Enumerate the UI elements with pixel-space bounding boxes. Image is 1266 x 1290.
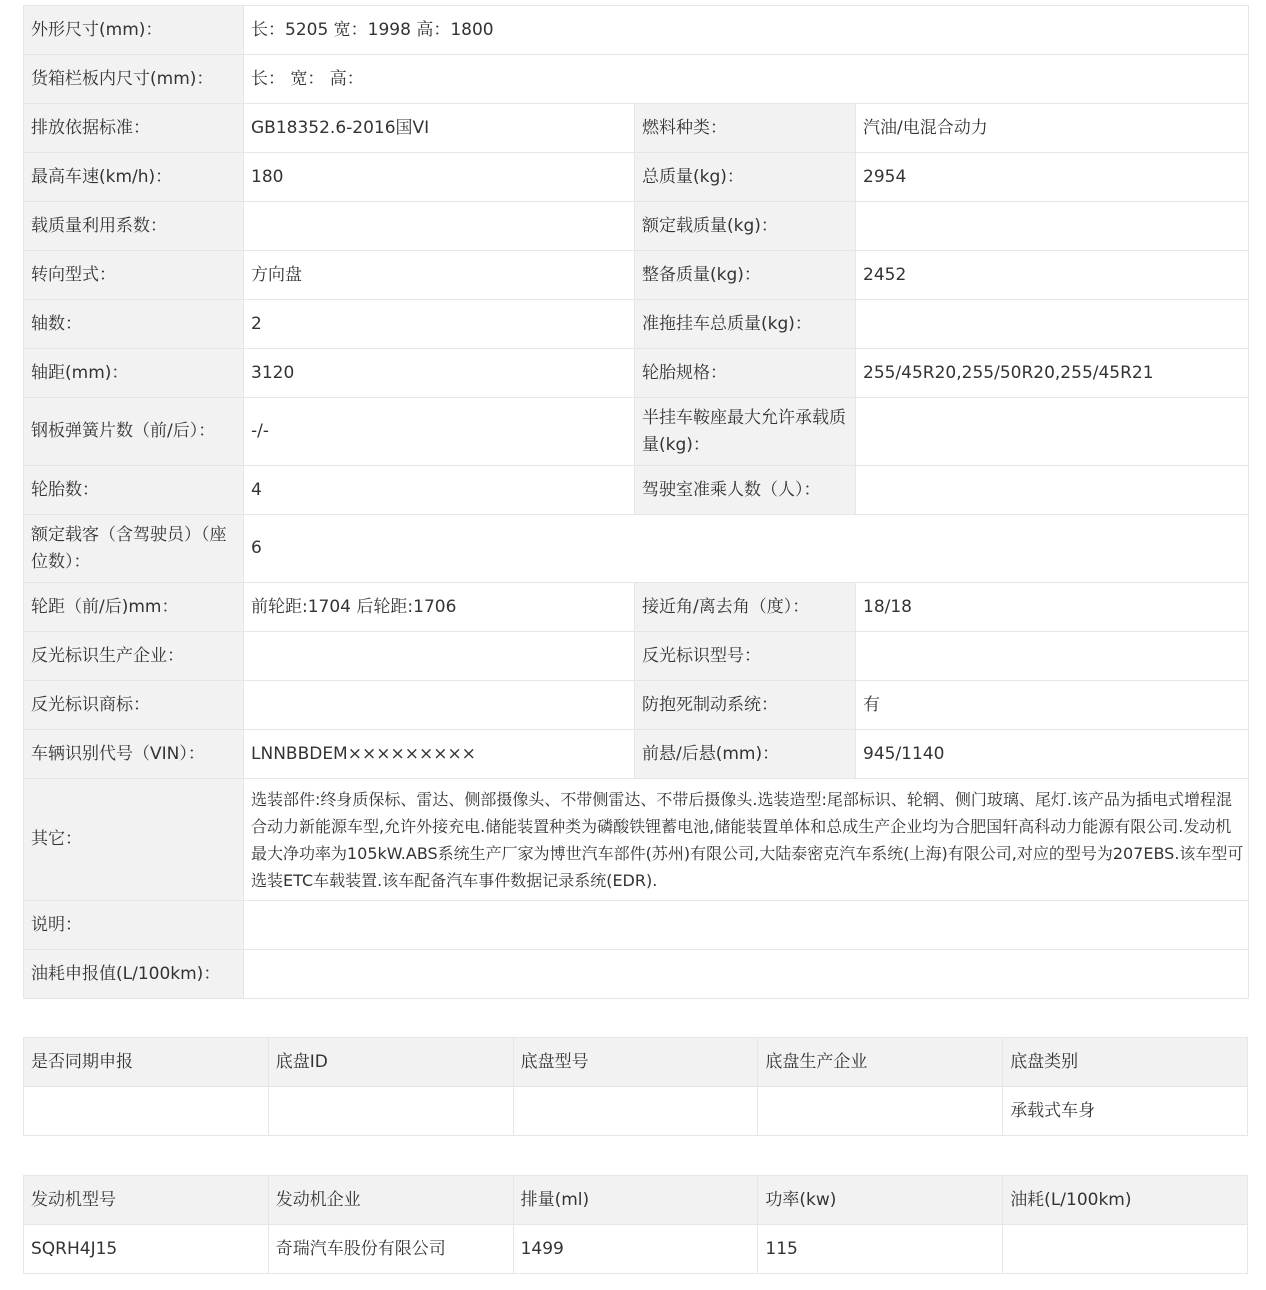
note-value	[244, 901, 1249, 950]
engine-header-power: 功率(kw)	[758, 1176, 1003, 1225]
engine-header-fuel-consumption: 油耗(L/100km)	[1003, 1176, 1248, 1225]
spec-row-load	[24, 202, 1249, 251]
tire-spec-value: 255/45R20,255/50R20,255/45R21	[856, 349, 1249, 398]
total-mass-value: 2954	[856, 153, 1249, 202]
max-speed-label: 最高车速(km/h)：	[24, 153, 244, 202]
spec-row-steering	[24, 251, 1249, 300]
track-label: 轮距（前/后)mm：	[24, 583, 244, 632]
spec-row-wheelbase	[24, 349, 1249, 398]
note-label: 说明：	[24, 901, 244, 950]
spec-row-track	[24, 583, 1249, 632]
approach-departure-value: 18/18	[856, 583, 1249, 632]
rated-load-label: 额定载质量(kg)：	[635, 202, 856, 251]
steering-value: 方向盘	[244, 251, 635, 300]
engine-table	[23, 1175, 1248, 1274]
spec-row-axles	[24, 300, 1249, 349]
spec-row-reflector	[24, 632, 1249, 681]
fuel-consumption-label: 油耗申报值(L/100km)：	[24, 950, 244, 999]
axles-value: 2	[244, 300, 635, 349]
engine-fuel-consumption-value	[1003, 1225, 1248, 1274]
chassis-header-id: 底盘ID	[268, 1038, 513, 1087]
reflector-model-value	[856, 632, 1249, 681]
dimensions-label: 外形尺寸(mm)：	[24, 6, 244, 55]
vehicle-spec-table	[23, 5, 1249, 999]
chassis-category-value: 承载式车身	[1003, 1087, 1248, 1136]
load-coef-label: 载质量利用系数：	[24, 202, 244, 251]
saddle-capacity-label: 半挂车鞍座最大允许承载质量(kg)：	[635, 398, 856, 466]
chassis-id-value	[268, 1087, 513, 1136]
chassis-table	[23, 1037, 1248, 1136]
other-value: 选装部件:终身质保标、雷达、侧部摄像头、不带侧雷达、不带后摄像头.选装造型:尾部标识、轮辋、侧门玻璃、尾灯.该产品为插电式增程混合动力新能源车型,允许外接充电.储能装置种类为磷酸铁锂蓄电池,储能装置单体和总成生产企业均为合肥国轩高科动力能源有限公司.发动机最大净功率为105kW.ABS系统生产厂家为博世汽车部件(苏州)有限公司,大陆泰密克汽车系统(上海)有限公司,对应的型号为207EBS.该车型可选装ETC车载装置.该车配备汽车事件数据记录系统(EDR).	[244, 779, 1249, 901]
other-label: 其它：	[24, 779, 244, 901]
reflector-brand-label: 反光标识商标：	[24, 681, 244, 730]
passengers-label: 额定载客（含驾驶员）（座位数）：	[24, 515, 244, 583]
emission-label: 排放依据标准：	[24, 104, 244, 153]
engine-header-maker: 发动机企业	[268, 1176, 513, 1225]
overhang-value: 945/1140	[856, 730, 1249, 779]
cargo-dimensions-value: 长： 宽： 高：	[244, 55, 1249, 104]
reflector-brand-value	[244, 681, 635, 730]
engine-header-displacement: 排量(ml)	[513, 1176, 758, 1225]
chassis-header-maker: 底盘生产企业	[758, 1038, 1003, 1087]
wheelbase-label: 轴距(mm)：	[24, 349, 244, 398]
emission-value: GB18352.6-2016国VI	[244, 104, 635, 153]
curb-mass-label: 整备质量(kg)：	[635, 251, 856, 300]
engine-header-row	[24, 1176, 1248, 1225]
approach-departure-label: 接近角/离去角（度）：	[635, 583, 856, 632]
total-mass-label: 总质量(kg)：	[635, 153, 856, 202]
overhang-label: 前悬/后悬(mm)：	[635, 730, 856, 779]
chassis-concurrent-value	[24, 1087, 269, 1136]
chassis-header-row	[24, 1038, 1248, 1087]
tire-count-value: 4	[244, 466, 635, 515]
spec-row-fuel-consumption	[24, 950, 1249, 999]
vin-value: LNNBBDEM×××××××××	[244, 730, 635, 779]
trailer-mass-label: 准拖挂车总质量(kg)：	[635, 300, 856, 349]
table-row	[24, 1087, 1248, 1136]
dimensions-value: 长：5205 宽：1998 高：1800	[244, 6, 1249, 55]
spec-row-emission	[24, 104, 1249, 153]
load-coef-value	[244, 202, 635, 251]
max-speed-value: 180	[244, 153, 635, 202]
track-value: 前轮距:1704 后轮距:1706	[244, 583, 635, 632]
spec-row-note	[24, 901, 1249, 950]
spec-row-cargo	[24, 55, 1249, 104]
axles-label: 轴数：	[24, 300, 244, 349]
leaf-spring-value: -/-	[244, 398, 635, 466]
fuel-type-label: 燃料种类：	[635, 104, 856, 153]
chassis-maker-value	[758, 1087, 1003, 1136]
rated-load-value	[856, 202, 1249, 251]
wheelbase-value: 3120	[244, 349, 635, 398]
engine-header-model: 发动机型号	[24, 1176, 269, 1225]
engine-displacement-value: 1499	[513, 1225, 758, 1274]
fuel-consumption-value	[244, 950, 1249, 999]
chassis-header-category: 底盘类别	[1003, 1038, 1248, 1087]
cab-seats-label: 驾驶室准乘人数（人）：	[635, 466, 856, 515]
fuel-type-value: 汽油/电混合动力	[856, 104, 1249, 153]
tire-count-label: 轮胎数：	[24, 466, 244, 515]
engine-power-value: 115	[758, 1225, 1003, 1274]
abs-label: 防抱死制动系统：	[635, 681, 856, 730]
saddle-capacity-value	[856, 398, 1249, 466]
cab-seats-value	[856, 466, 1249, 515]
reflector-maker-label: 反光标识生产企业：	[24, 632, 244, 681]
steering-label: 转向型式：	[24, 251, 244, 300]
vin-label: 车辆识别代号（VIN）：	[24, 730, 244, 779]
chassis-model-value	[513, 1087, 758, 1136]
cargo-dimensions-label: 货箱栏板内尺寸(mm)：	[24, 55, 244, 104]
chassis-header-concurrent: 是否同期申报	[24, 1038, 269, 1087]
table-row	[24, 1225, 1248, 1274]
spec-row-spring	[24, 398, 1249, 466]
tire-spec-label: 轮胎规格：	[635, 349, 856, 398]
leaf-spring-label: 钢板弹簧片数（前/后）：	[24, 398, 244, 466]
reflector-maker-value	[244, 632, 635, 681]
engine-maker-value: 奇瑞汽车股份有限公司	[268, 1225, 513, 1274]
spec-row-speed	[24, 153, 1249, 202]
spec-row-other	[24, 779, 1249, 901]
engine-model-value: SQRH4J15	[24, 1225, 269, 1274]
spec-row-dimensions	[24, 6, 1249, 55]
curb-mass-value: 2452	[856, 251, 1249, 300]
passengers-value: 6	[244, 515, 1249, 583]
spec-row-brand	[24, 681, 1249, 730]
trailer-mass-value	[856, 300, 1249, 349]
abs-value: 有	[856, 681, 1249, 730]
spec-row-vin	[24, 730, 1249, 779]
reflector-model-label: 反光标识型号：	[635, 632, 856, 681]
spec-row-tires	[24, 466, 1249, 515]
chassis-header-model: 底盘型号	[513, 1038, 758, 1087]
spec-row-passengers	[24, 515, 1249, 583]
